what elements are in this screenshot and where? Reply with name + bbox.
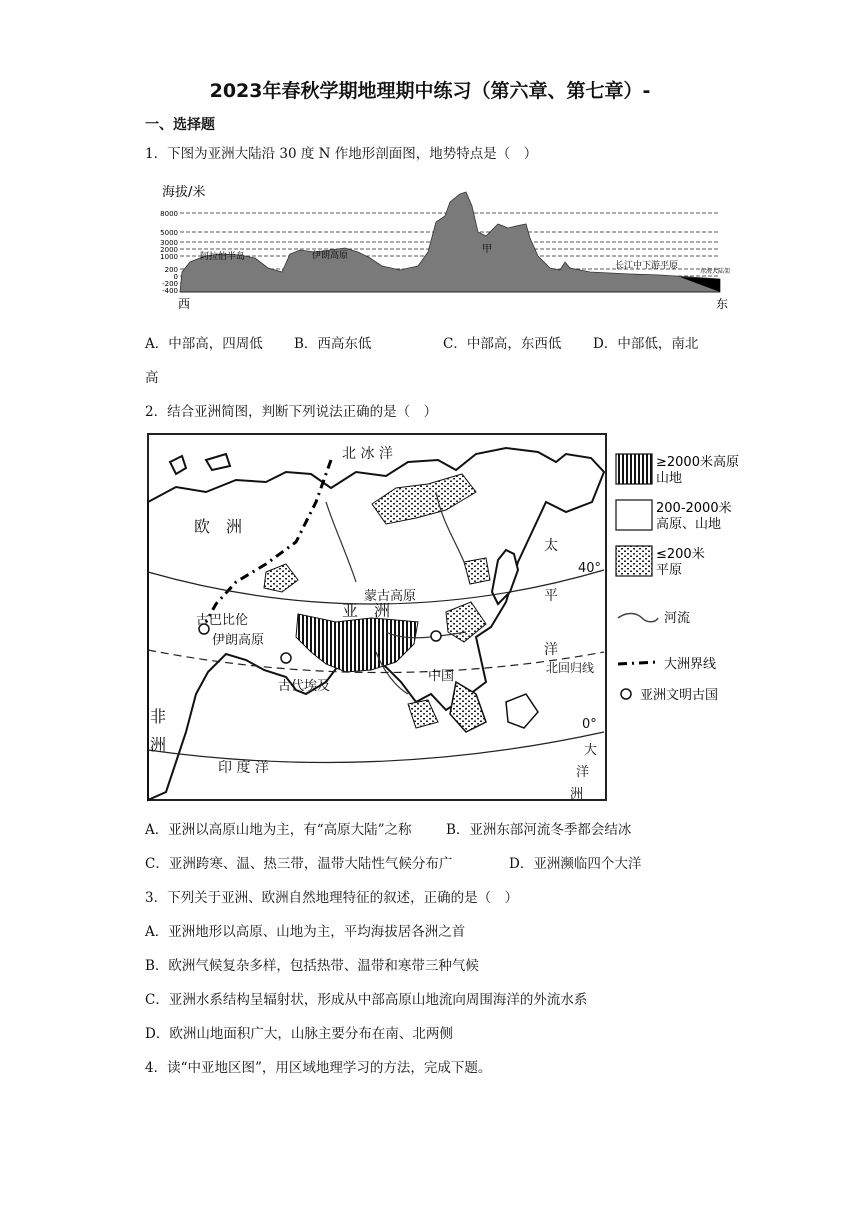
label-asia: 亚 洲 bbox=[342, 601, 391, 620]
legend-plain-1: ≤200米 bbox=[656, 547, 705, 562]
q2-option-c[interactable]: C．亚洲跨寒、温、热三带，温带大陆性气候分布广 bbox=[145, 856, 453, 872]
question-4-stem: 4．读“中亚地区图”，用区域地理学习的方法，完成下题。 bbox=[145, 1060, 492, 1076]
label-arabian-peninsula: 阿拉伯半岛 bbox=[200, 252, 246, 262]
legend-boundary-icon bbox=[618, 662, 658, 664]
label-china: 中国 bbox=[428, 669, 455, 684]
q3-option-d[interactable]: D．欧洲山地面积广大，山脉主要分布在南、北两侧 bbox=[145, 1026, 453, 1042]
ytick: 200 bbox=[164, 266, 178, 274]
q1-option-b[interactable]: B．西高东低 bbox=[294, 336, 372, 352]
section-heading: 一、选择题 bbox=[145, 117, 215, 133]
legend-mid-1: 200-2000米 bbox=[656, 501, 732, 516]
q3-option-a[interactable]: A．亚洲地形以高原、山地为主，平均海拔居各洲之首 bbox=[145, 924, 466, 940]
legend-mid-2: 高原、山地 bbox=[656, 517, 722, 532]
q1-option-a[interactable]: A．中部高，四周低 bbox=[145, 336, 263, 352]
ytick: 0 bbox=[173, 273, 178, 281]
label-yangtze-plain: 长江中下游平原 bbox=[615, 261, 679, 271]
map-legend bbox=[616, 454, 739, 703]
legend-high-2: 山地 bbox=[656, 471, 683, 486]
label-arctic-ocean: 北 冰 洋 bbox=[342, 446, 393, 462]
q2-option-a[interactable]: A．亚洲以高原山地为主，有“高原大陆”之称 bbox=[145, 822, 412, 838]
label-iran-plateau: 伊朗高原 bbox=[312, 251, 349, 261]
label-europe: 欧 洲 bbox=[194, 517, 243, 536]
civilization-china-marker bbox=[431, 631, 441, 641]
label-lat-40: 40° bbox=[578, 561, 602, 576]
q2-option-d[interactable]: D．亚洲濒临四个大洋 bbox=[509, 856, 642, 872]
label-babylon: 古巴比伦 bbox=[196, 613, 249, 628]
question-3-stem: 3．下列关于亚洲、欧洲自然地理特征的叙述，正确的是（ ） bbox=[145, 890, 519, 906]
label-east: 东 bbox=[716, 297, 729, 311]
legend-river-icon bbox=[618, 614, 658, 622]
label-iran-plateau-map: 伊朗高原 bbox=[212, 633, 265, 648]
label-tropic: 北回归线 bbox=[546, 661, 595, 675]
legend-swatch-mid bbox=[616, 500, 652, 530]
label-west: 西 bbox=[178, 297, 191, 311]
q1-option-c[interactable]: C．中部高，东西低 bbox=[443, 336, 562, 352]
label-oceania-2: 洋 bbox=[576, 765, 590, 780]
label-jia: 甲 bbox=[482, 244, 492, 255]
label-africa-1: 非 bbox=[150, 707, 167, 726]
asia-sketch-map bbox=[146, 432, 760, 802]
q1-option-d-continued: 高 bbox=[145, 370, 159, 386]
page-title: 2023年春秋学期地理期中练习（第六章、第七章）- bbox=[209, 80, 651, 102]
label-east-china-sea-shelf: 东海大陆架 bbox=[700, 268, 731, 275]
ytick: 3000 bbox=[160, 239, 178, 247]
ytick: -200 bbox=[162, 280, 178, 288]
q3-option-b[interactable]: B．欧洲气候复杂多样，包括热带、温带和寒带三种气候 bbox=[145, 958, 479, 974]
label-indian-ocean: 印 度 洋 bbox=[218, 760, 269, 776]
legend-boundary: 大洲界线 bbox=[664, 657, 717, 672]
terrain-profile-figure bbox=[160, 180, 735, 312]
ytick: 8000 bbox=[160, 210, 178, 218]
q1-option-d[interactable]: D．中部低，南北 bbox=[593, 336, 699, 352]
legend-swatch-high bbox=[616, 454, 652, 484]
legend-civilization: 亚洲文明古国 bbox=[640, 688, 719, 703]
question-1-stem: 1．下图为亚洲大陆沿 30 度 N 作地形剖面图，地势特点是（ ） bbox=[145, 146, 538, 162]
ytick: 2000 bbox=[160, 246, 178, 254]
label-oceania-3: 洲 bbox=[570, 787, 584, 802]
q3-option-c[interactable]: C．亚洲水系结构呈辐射状，形成从中部高原山地流向周围海洋的外流水系 bbox=[145, 992, 588, 1008]
label-mongolian-plateau: 蒙古高原 bbox=[364, 589, 417, 604]
label-pacific-2: 平 bbox=[544, 588, 558, 604]
question-2-stem: 2．结合亚洲简图，判断下列说法正确的是（ ） bbox=[145, 404, 438, 420]
label-africa-2: 洲 bbox=[150, 735, 167, 754]
legend-high-1: ≥2000米高原 bbox=[656, 455, 739, 470]
q2-option-b[interactable]: B．亚洲东部河流冬季都会结冰 bbox=[446, 822, 632, 838]
profile-ylabel: 海拔/米 bbox=[162, 185, 206, 200]
profile-yticks bbox=[160, 210, 178, 295]
ytick: 5000 bbox=[160, 229, 178, 237]
civilization-egypt-marker bbox=[281, 653, 291, 663]
label-pacific-1: 太 bbox=[544, 538, 558, 554]
ytick: -400 bbox=[162, 287, 178, 295]
legend-civilization-icon bbox=[621, 689, 631, 699]
legend-plain-2: 平原 bbox=[656, 563, 683, 578]
ytick: 1000 bbox=[160, 253, 178, 261]
label-lat-0: 0° bbox=[582, 717, 597, 732]
legend-swatch-plain bbox=[616, 546, 652, 576]
legend-river: 河流 bbox=[664, 611, 691, 626]
label-pacific-3: 洋 bbox=[544, 642, 558, 658]
label-oceania-1: 大 bbox=[584, 743, 598, 758]
label-ancient-egypt: 古代埃及 bbox=[278, 679, 331, 694]
